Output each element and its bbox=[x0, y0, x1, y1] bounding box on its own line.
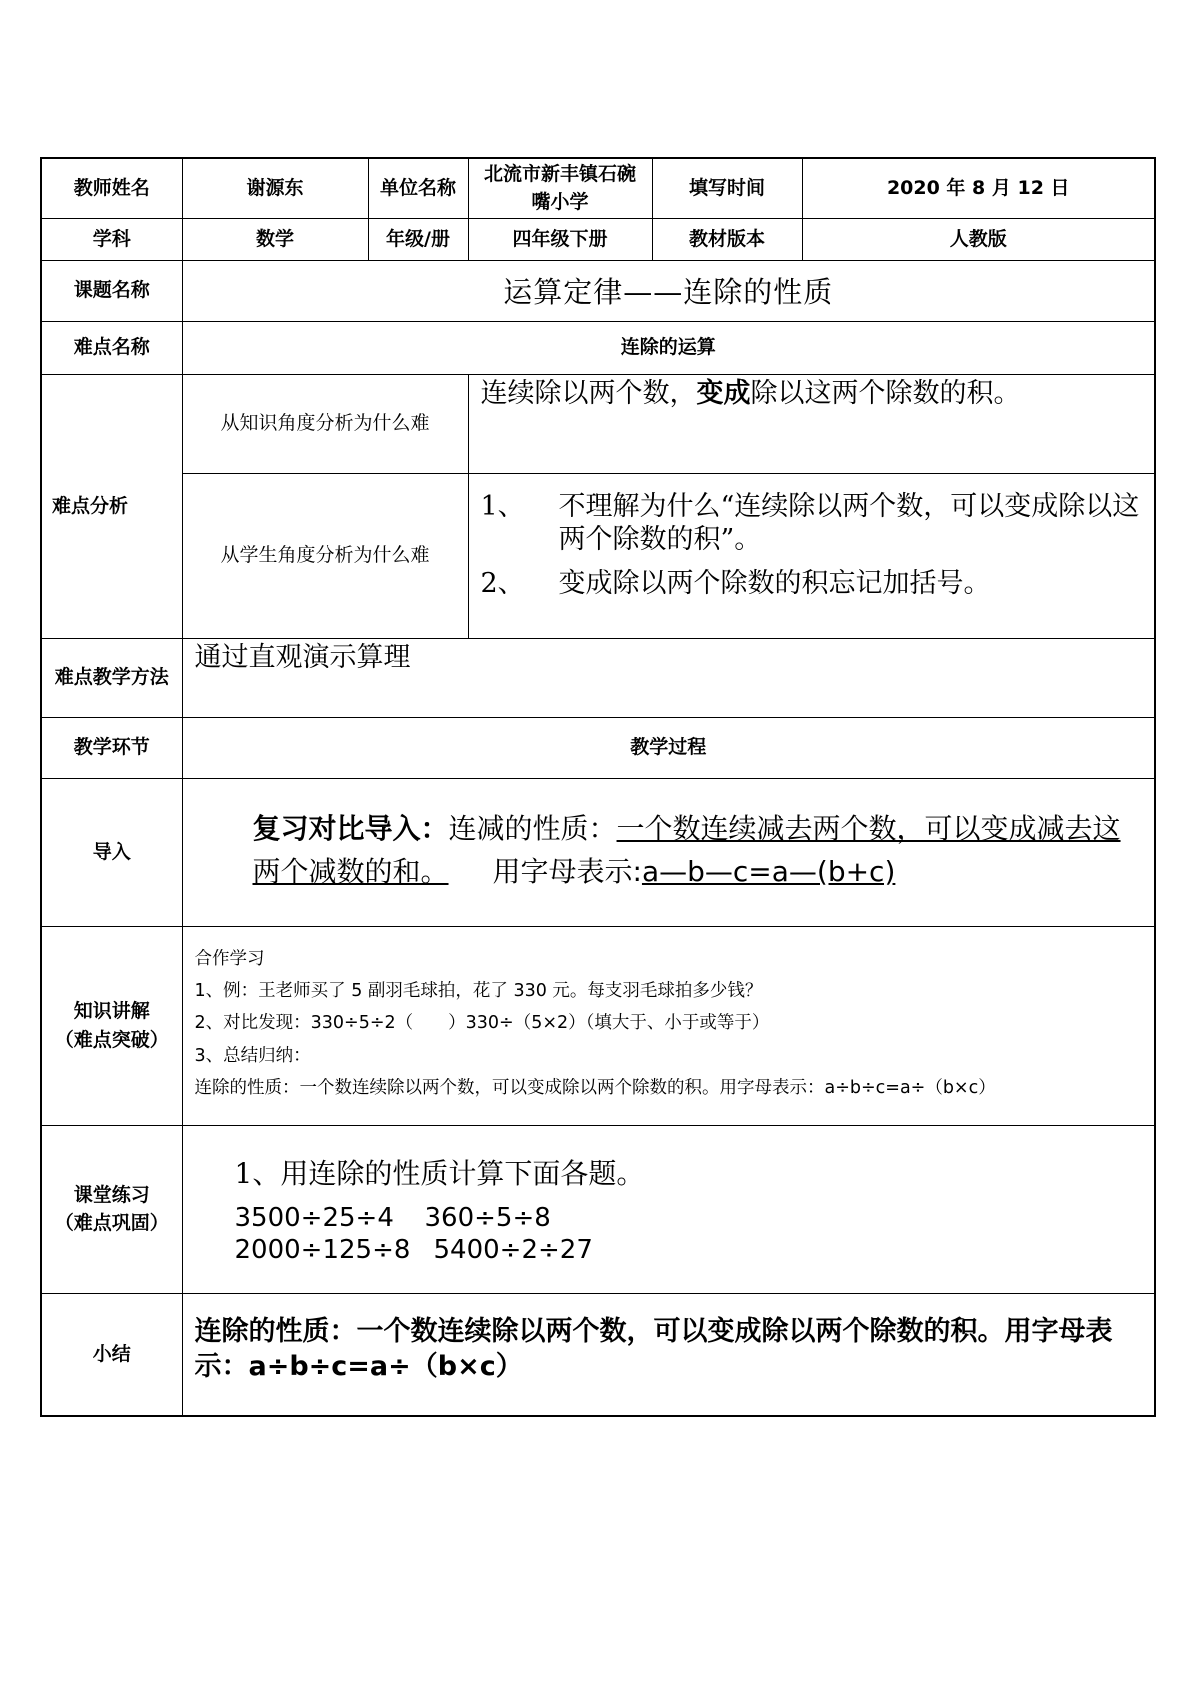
student-item-1-text: 不理解为什么“连续除以两个数，可以变成除以这两个除数的积”。 bbox=[558, 490, 1140, 556]
process-header-row bbox=[41, 717, 1155, 778]
difficulty-label: 难点名称 bbox=[41, 321, 182, 374]
practice-item-1: 3500÷25÷4 bbox=[234, 1202, 394, 1233]
intro-formula-label: 用字母表示: bbox=[492, 854, 642, 888]
knowledge-line-4: 3、总结归纳： bbox=[194, 1045, 311, 1066]
grade-label: 年级/册 bbox=[368, 218, 468, 260]
practice-content bbox=[182, 1125, 1155, 1293]
student-item-1 bbox=[481, 490, 1145, 558]
practice-label-line-1: 课堂练习 bbox=[73, 1183, 150, 1206]
lesson-plan-table bbox=[40, 157, 1156, 1417]
practice-item-3: 2000÷125÷8 bbox=[234, 1235, 411, 1265]
practice-item-2: 360÷5÷8 bbox=[424, 1202, 551, 1233]
edition-value: 人教版 bbox=[802, 218, 1155, 260]
practice-label-line-2: （难点巩固） bbox=[54, 1212, 169, 1234]
process-label: 教学过程 bbox=[182, 717, 1155, 778]
knowledge-line-3: 2、对比发现：330÷5÷2（ ）330÷（5×2）（填大于、小于或等于） bbox=[194, 1013, 770, 1034]
knowledge-text-part-1: 连续除以两个数， bbox=[480, 377, 697, 409]
intro-formula: a—b—c=a—(b+c) bbox=[641, 854, 896, 888]
teacher-label: 教师姓名 bbox=[41, 158, 182, 218]
intro-content bbox=[182, 778, 1155, 926]
summary-label: 小结 bbox=[41, 1293, 182, 1416]
intro-row bbox=[41, 778, 1155, 926]
practice-item-4: 5400÷2÷27 bbox=[433, 1235, 593, 1265]
knowledge-text-part-2: 除以这两个除数的积。 bbox=[750, 377, 1021, 409]
edition-label: 教材版本 bbox=[652, 218, 802, 260]
time-value: 2020 年 8 月 12 日 bbox=[802, 158, 1155, 218]
practice-row bbox=[41, 1125, 1155, 1293]
intro-underlined: 一个数连续减去两个数，可以变成减去这两个减数的和。 bbox=[252, 811, 1121, 888]
practice-label bbox=[41, 1125, 182, 1293]
method-label: 难点教学方法 bbox=[41, 638, 182, 717]
difficulty-value: 连除的运算 bbox=[182, 321, 1155, 374]
topic-row bbox=[41, 260, 1155, 321]
time-label: 填写时间 bbox=[652, 158, 802, 218]
method-row bbox=[41, 638, 1155, 717]
intro-lead: 复习对比导入： bbox=[252, 811, 449, 845]
student-item-2-num: 2、 bbox=[480, 568, 525, 599]
intro-label: 导入 bbox=[41, 778, 182, 926]
knowledge-content bbox=[182, 926, 1155, 1125]
knowledge-line-1: 合作学习 bbox=[194, 948, 265, 969]
process-stage-label: 教学环节 bbox=[41, 717, 182, 778]
subject-label: 学科 bbox=[41, 218, 182, 260]
summary-row bbox=[41, 1293, 1155, 1416]
teacher-value: 谢源东 bbox=[182, 158, 368, 218]
practice-row-1 bbox=[235, 1202, 1145, 1235]
practice-row-2 bbox=[235, 1234, 1145, 1267]
analysis-label: 难点分析 bbox=[41, 374, 182, 638]
knowledge-label-line-2: （难点突破） bbox=[54, 1028, 169, 1051]
student-item-2-text: 变成除以两个除数的积忘记加括号。 bbox=[558, 568, 991, 599]
subject-value: 数学 bbox=[182, 218, 368, 260]
header-row-1 bbox=[41, 158, 1155, 218]
knowledge-line-5: 连除的性质：一个数连续除以两个数，可以变成除以两个除数的积。用字母表示：a÷b÷c=a÷（b×c） bbox=[194, 1078, 996, 1098]
student-item-2 bbox=[481, 567, 1145, 601]
analysis-student-row bbox=[41, 473, 1155, 638]
knowledge-row bbox=[41, 926, 1155, 1125]
knowledge-line-2: 1、例：王老师买了 5 副羽毛球拍，花了 330 元。每支羽毛球拍多少钱？ bbox=[194, 980, 763, 1001]
method-value: 通过直观演示算理 bbox=[182, 638, 1155, 717]
difficulty-row bbox=[41, 321, 1155, 374]
unit-value: 北流市新丰镇石碗嘴小学 bbox=[468, 158, 652, 218]
unit-label: 单位名称 bbox=[368, 158, 468, 218]
knowledge-angle-label: 从知识角度分析为什么难 bbox=[182, 374, 468, 473]
student-item-1-num: 1、 bbox=[480, 490, 525, 522]
knowledge-label-line-1: 知识讲解 bbox=[73, 1000, 150, 1022]
student-angle-list bbox=[468, 473, 1155, 638]
knowledge-angle-text bbox=[468, 374, 1155, 473]
knowledge-text-bold: 变成 bbox=[696, 377, 751, 409]
practice-title: 1、用连除的性质计算下面各题。 bbox=[234, 1156, 645, 1190]
header-row-2 bbox=[41, 218, 1155, 260]
student-angle-label: 从学生角度分析为什么难 bbox=[182, 473, 468, 638]
topic-title: 运算定律——连除的性质 bbox=[182, 260, 1155, 321]
intro-prop: 连减的性质： bbox=[448, 811, 617, 845]
analysis-knowledge-row bbox=[41, 374, 1155, 473]
topic-label: 课题名称 bbox=[41, 260, 182, 321]
knowledge-label bbox=[41, 926, 182, 1125]
summary-text: 连除的性质：一个数连续除以两个数，可以变成除以两个除数的积。用字母表示：a÷b÷c=a÷（b×c） bbox=[182, 1293, 1155, 1416]
grade-value: 四年级下册 bbox=[468, 218, 652, 260]
